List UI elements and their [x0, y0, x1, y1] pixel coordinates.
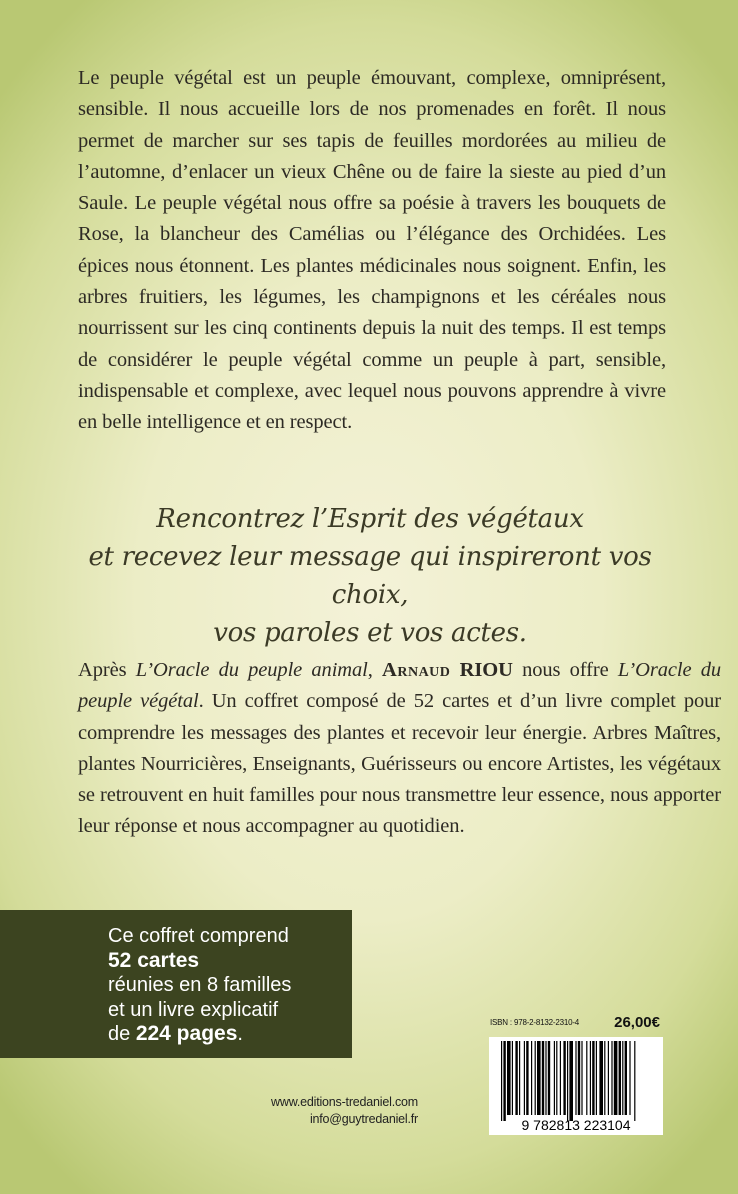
- barcode-bar: [604, 1041, 605, 1115]
- isbn-row: [490, 1014, 660, 1034]
- description-prefix: Après: [78, 659, 136, 681]
- barcode-bar: [526, 1041, 528, 1115]
- barcode-bar: [537, 1041, 541, 1115]
- barcode-bar: [575, 1041, 576, 1115]
- barcode-bar: [535, 1041, 536, 1115]
- book-title-animal: L’Oracle du peuple animal: [135, 659, 368, 681]
- pull-quote: [60, 500, 680, 652]
- quote-line-1: Rencontrez l’Esprit des végétaux: [156, 504, 584, 534]
- barcode-bar: [554, 1041, 555, 1115]
- barcode-bar: [622, 1041, 623, 1115]
- barcode-bar: [560, 1041, 561, 1115]
- publisher-website: www.editions-tredaniel.com: [271, 1095, 418, 1109]
- barcode-bar: [590, 1041, 591, 1115]
- barcode: [489, 1037, 663, 1135]
- barcode-bar: [599, 1041, 603, 1115]
- barcode-bar: [507, 1041, 511, 1115]
- isbn-label: ISBN : 978-2-8132-2310-4: [490, 1018, 580, 1027]
- barcode-bar: [596, 1041, 597, 1115]
- description-paragraph: [78, 655, 721, 843]
- description-mid: nous offre: [512, 659, 618, 681]
- pages-suffix: .: [237, 1023, 243, 1045]
- publisher-contact: [200, 1094, 418, 1128]
- barcode-bar: [524, 1041, 525, 1115]
- contents-line-2: [108, 949, 348, 974]
- barcode-bar: [556, 1041, 557, 1115]
- barcode-bar: [592, 1041, 594, 1115]
- pages-prefix: de: [108, 1023, 136, 1045]
- quote-line-2: et recevez leur message qui inspireront vos choix,: [88, 542, 652, 610]
- barcode-bar: [611, 1041, 612, 1115]
- cards-count: 52 cartes: [108, 948, 200, 972]
- description-comma: ,: [367, 659, 383, 681]
- barcode-bar: [548, 1041, 550, 1115]
- price: 26,00€: [614, 1014, 660, 1031]
- quote-line-3: vos paroles et vos actes.: [213, 618, 527, 648]
- description-rest: . Un coffret composé de 52 cartes et d’un livre complet pour comprendre les messages des plantes et recevoir leur énergie. Arbres Maîtres, plantes Nourricières, Enseignants, Guérisseurs ou encore Artistes, les végétaux se retrouvent en huit familles pour nous transmettre leur essence, nous apporter leur réponse et nous accompagner au quotidien.: [78, 690, 721, 838]
- barcode-bar: [545, 1041, 546, 1115]
- author-first-name: Arnaud: [382, 659, 451, 681]
- publisher-email: info@guytredaniel.fr: [309, 1112, 418, 1126]
- barcode-bar: [567, 1041, 568, 1121]
- barcode-bar: [586, 1041, 587, 1115]
- barcode-bar: [629, 1041, 630, 1115]
- contents-line-5: [108, 1022, 348, 1047]
- contents-box: [0, 910, 352, 1058]
- barcode-bar: [569, 1041, 573, 1121]
- pages-count: 224 pages: [135, 1022, 238, 1045]
- barcode-bar: [578, 1041, 580, 1115]
- barcode-bar: [581, 1041, 582, 1115]
- barcode-bar: [531, 1041, 532, 1115]
- barcode-graphic: [489, 1037, 663, 1135]
- barcode-bar: [625, 1041, 627, 1115]
- intro-paragraph: Le peuple végétal est un peuple émouvant, complexe, omniprésent, sensible. Il nous accueille lors de nos promenades en forêt. Il nous permet de marcher sur ses tapis de feuilles mordorées au milieu de l’automne, d’enlacer un vieux Chêne ou de faire la sieste au pied d’un Saule. Le peuple végétal nous offre sa poésie à travers les bouquets de Rose, la blancheur des Camélias ou l’élégance des Orchidées. Les épices nous étonnent. Les plantes médicinales nous soignent. Enfin, les arbres fruitiers, les légumes, les champignons et les céréales nous nourrissent sur les cinq continents depuis la nuit des temps. Il est temps de considérer le peuple végétal comme un peuple à part, sensible, indispensable et complexe, avec lequel nous pouvons apprendre à vivre en belle intelligence et en respect.: [78, 67, 666, 434]
- book-title-vegetal: L’Oracle du peuple végétal: [78, 659, 722, 713]
- barcode-bar: [608, 1041, 609, 1115]
- barcode-bar: [503, 1041, 505, 1121]
- barcode-bar: [634, 1041, 635, 1121]
- barcode-bar: [619, 1041, 621, 1115]
- author-last-name: RIOU: [459, 659, 513, 681]
- barcode-bar: [515, 1041, 517, 1115]
- barcode-bar: [512, 1041, 513, 1115]
- barcode-bar: [563, 1041, 565, 1115]
- barcode-bar: [519, 1041, 520, 1115]
- contents-line-1: Ce coffret comprend: [108, 925, 289, 947]
- contents-line-4: et un livre explicatif: [108, 998, 279, 1021]
- barcode-bar: [614, 1041, 618, 1115]
- contents-line-3: réunies en 8 familles: [108, 974, 292, 996]
- barcode-digits: 9 782813 223104: [521, 1117, 631, 1133]
- barcode-bar: [542, 1041, 544, 1115]
- barcode-bar: [501, 1041, 502, 1121]
